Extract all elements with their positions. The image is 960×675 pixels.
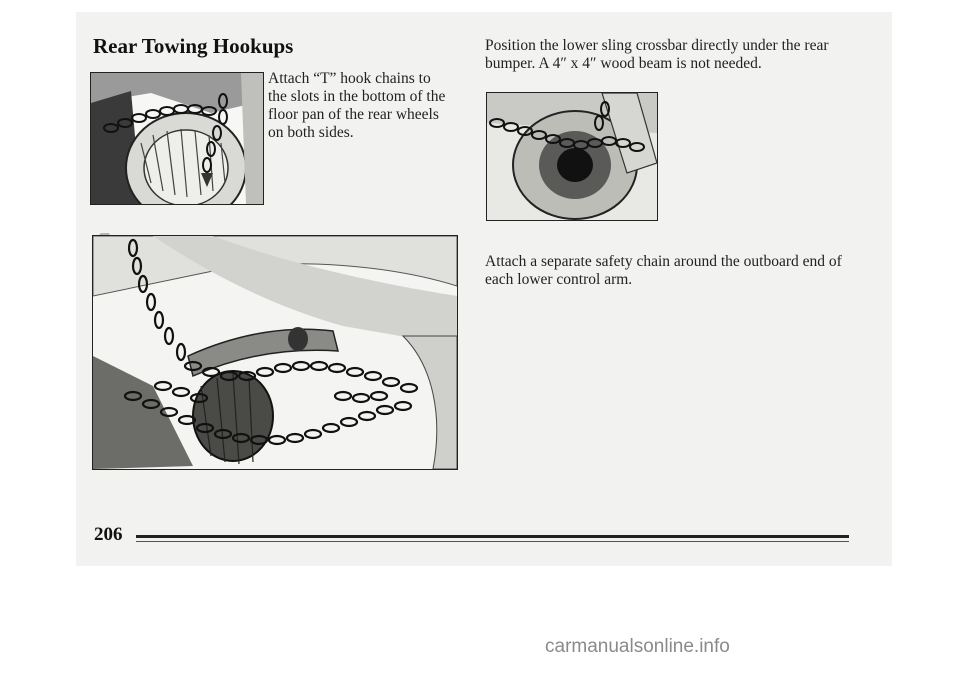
figure-t-hook-wheel [90,72,264,205]
page-heading: Rear Towing Hookups [93,34,294,58]
safety-chain-instruction: Attach a separate safety chain around the outboard end of each lower control arm. [485,253,842,288]
footer-rule-thin [136,541,849,542]
t-hook-wheel-illustration [91,73,263,204]
t-hook-instruction: Attach “T” hook chains to the slots in the bottom of the floor pan of the rear wheels on both sides. [268,70,446,141]
under-car-chains-illustration [93,236,457,469]
footer-rule-thick [136,535,849,538]
chain-wheel-illustration [487,93,657,220]
crossbar-instruction: Position the lower sling crossbar directly under the rear bumper. A 4″ x 4″ wood beam is not needed. [485,37,829,72]
figure-under-car-chains [92,235,458,470]
footer-watermark: carmanualsonline.info [545,636,730,657]
page-number: 206 [94,524,123,545]
figure-chain-wheel [486,92,658,221]
